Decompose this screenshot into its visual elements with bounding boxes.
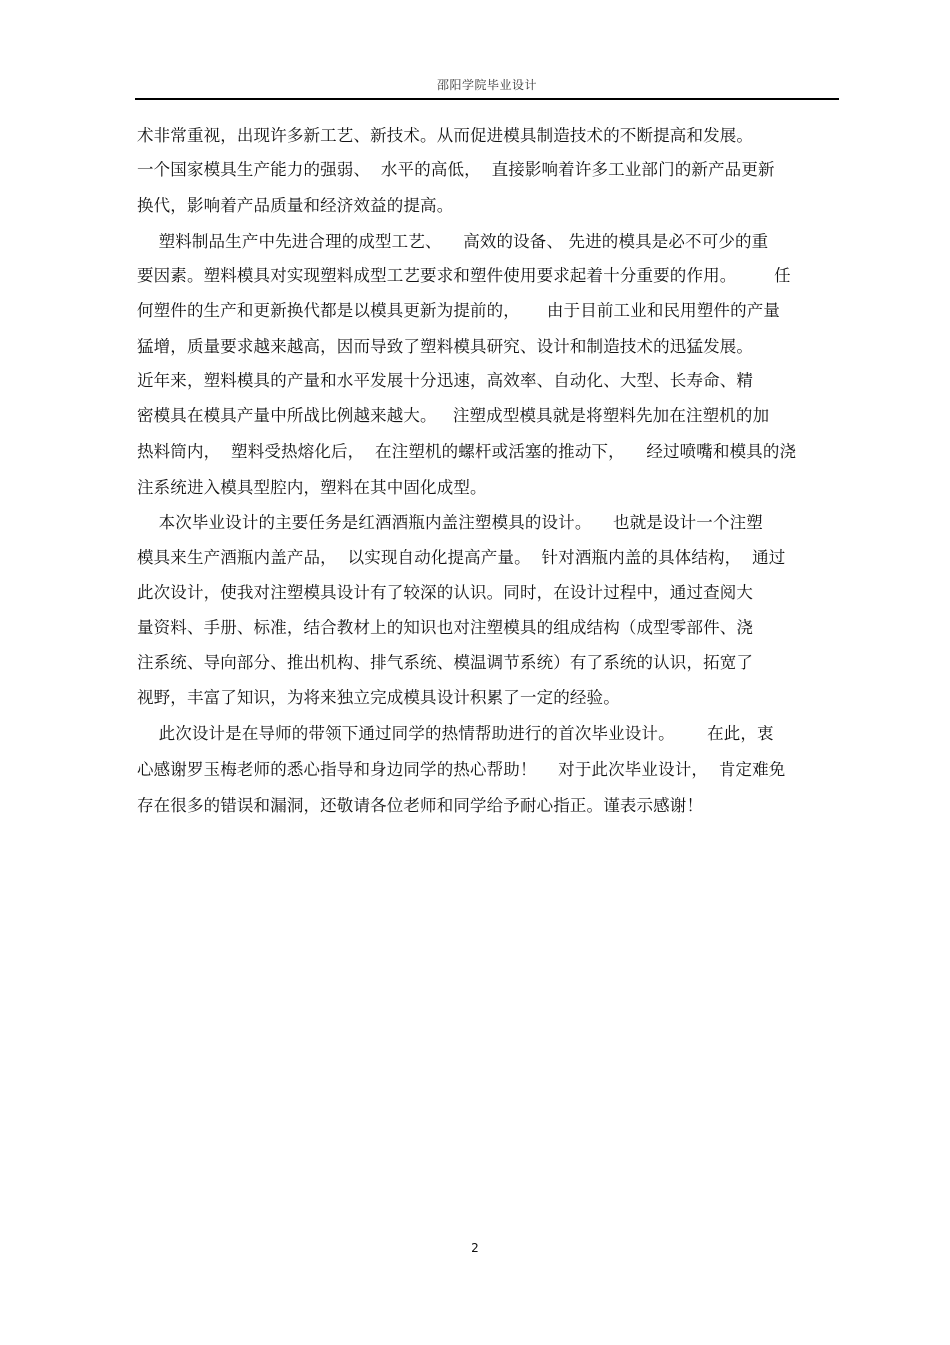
page-number: 2: [471, 1241, 479, 1255]
body-line: 一个国家模具生产能力的强弱、 水平的高低， 直接影响着许多工业部门的新产品更新: [137, 160, 775, 179]
body-line: 热料筒内， 塑料受热熔化后， 在注塑机的螺杆或活塞的推动下， 经过喷嘴和模具的浇: [137, 442, 797, 461]
body-line: 注系统、导向部分、推出机构、排气系统、模温调节系统）有了系统的认识，拓宽了: [137, 653, 754, 672]
body-line: 本次毕业设计的主要任务是红酒酒瓶内盖注塑模具的设计。 也就是设计一个注塑: [137, 513, 763, 532]
body-line: 术非常重视，出现许多新工艺、新技术。从而促进模具制造技术的不断提高和发展。: [137, 126, 754, 145]
body-line: 何塑件的生产和更新换代都是以模具更新为提前的， 由于目前工业和民用塑件的产量: [137, 301, 781, 320]
body-line: 量资料、手册、标准，结合教材上的知识也对注塑模具的组成结构（成型零部件、浇: [137, 618, 754, 637]
body-line: 此次设计是在导师的带领下通过同学的热情帮助进行的首次毕业设计。 在此，衷: [137, 724, 774, 743]
body-line: 心感谢罗玉梅老师的悉心指导和身边同学的热心帮助！ 对于此次毕业设计， 肯定难免: [137, 760, 786, 779]
body-line: 视野，丰富了知识，为将来独立完成模具设计积累了一定的经验。: [137, 688, 620, 707]
body-line: 猛增，质量要求越来越高，因而导致了塑料模具研究、设计和制造技术的迅猛发展。: [137, 337, 754, 356]
body-line: 近年来，塑料模具的产量和水平发展十分迅速，高效率、自动化、大型、长寿命、精: [137, 371, 754, 390]
body-line: 塑料制品生产中先进合理的成型工艺、 高效的设备、 先进的模具是必不可少的重: [137, 232, 769, 251]
header-divider: [135, 98, 839, 100]
body-line: 存在很多的错误和漏洞，还敬请各位老师和同学给予耐心指正。谨表示感谢！: [137, 796, 704, 815]
body-line: 模具来生产酒瓶内盖产品， 以实现自动化提高产量。 针对酒瓶内盖的具体结构， 通过: [137, 548, 786, 567]
body-line: 要因素。塑料模具对实现塑料成型工艺要求和塑件使用要求起着十分重要的作用。 任: [137, 266, 791, 285]
page-header-title: 邵阳学院毕业设计: [436, 78, 537, 92]
body-line: 换代，影响着产品质量和经济效益的提高。: [137, 196, 454, 215]
body-line: 注系统进入模具型腔内，塑料在其中固化成型。: [137, 478, 487, 497]
body-line: 此次设计，使我对注塑模具设计有了较深的认识。同时，在设计过程中，通过查阅大: [137, 583, 754, 602]
body-line: 密模具在模具产量中所战比例越来越大。 注塑成型模具就是将塑料先加在注塑机的加: [137, 406, 770, 425]
